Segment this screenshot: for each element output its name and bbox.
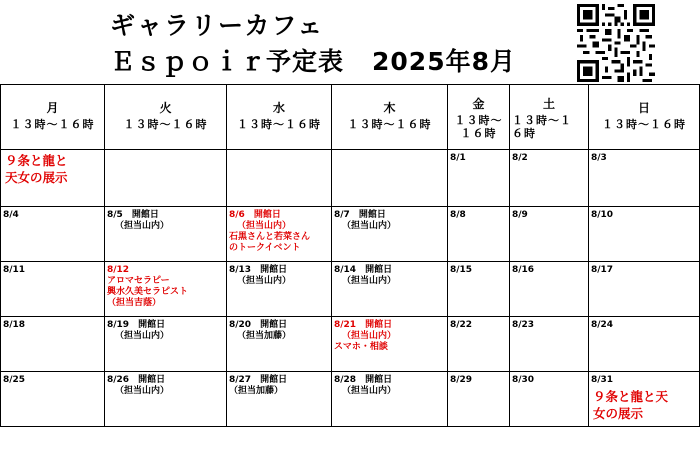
staff-note: （担当山内） bbox=[115, 331, 170, 341]
date-label: 8/8 bbox=[450, 210, 466, 220]
weekday-hours: ６時 bbox=[512, 127, 536, 140]
schedule-title bbox=[110, 42, 516, 78]
date-label: 8/3 bbox=[591, 153, 607, 163]
status-label: 開館日 bbox=[365, 320, 393, 330]
week-row bbox=[1, 262, 700, 317]
day-cell bbox=[510, 150, 589, 207]
status-label: 開館日 bbox=[365, 265, 393, 275]
date-label: 8/4 bbox=[3, 210, 19, 220]
event-text: アロマセラピー bbox=[107, 276, 170, 286]
staff-note: （担当山内） bbox=[115, 386, 170, 396]
event-text: 興水久美セラピスト bbox=[107, 287, 189, 297]
day-cell bbox=[1, 262, 105, 317]
date-label: 8/5 bbox=[107, 210, 123, 220]
date-label: 8/31 bbox=[591, 375, 614, 385]
day-cell bbox=[448, 372, 510, 427]
day-cell bbox=[589, 317, 700, 372]
weekday-hours: １３時～ bbox=[454, 114, 503, 127]
event-text: 女の展示 bbox=[593, 406, 644, 421]
day-cell bbox=[589, 207, 700, 262]
day-cell bbox=[105, 262, 227, 317]
day-cell bbox=[332, 207, 448, 262]
date-label: 8/30 bbox=[512, 375, 535, 385]
day-cell bbox=[332, 150, 448, 207]
date-label: 8/19 bbox=[107, 320, 130, 330]
date-label: 8/26 bbox=[107, 375, 130, 385]
event-text: スマホ・相談 bbox=[334, 342, 388, 352]
schedule-month: 2025年8月 bbox=[372, 47, 516, 76]
day-cell bbox=[510, 207, 589, 262]
day-cell bbox=[105, 150, 227, 207]
weekday-header-mon bbox=[1, 85, 105, 150]
date-label: 8/13 bbox=[229, 265, 252, 275]
weekday-header-sat bbox=[510, 85, 589, 150]
day-cell bbox=[589, 150, 700, 207]
status-label: 開館日 bbox=[253, 210, 281, 220]
schedule-name: Ｅｓｐｏｉｒ予定表 bbox=[110, 47, 345, 76]
date-label: 8/9 bbox=[512, 210, 528, 220]
day-cell bbox=[227, 372, 332, 427]
event-text: ９条と龍と天 bbox=[593, 389, 669, 404]
weekday-hours: １３時～１６時 bbox=[602, 118, 686, 131]
status-label: 開館日 bbox=[260, 375, 288, 385]
weekday-header-row bbox=[1, 85, 700, 150]
date-label: 8/12 bbox=[107, 265, 130, 275]
weekday-name: 日 bbox=[637, 101, 650, 115]
monthly-schedule-table bbox=[0, 84, 700, 427]
staff-note: （担当山内） bbox=[237, 276, 292, 286]
date-label: 8/6 bbox=[229, 210, 245, 220]
weekday-hours: １３時～１６時 bbox=[347, 118, 432, 131]
exhibition-note bbox=[1, 150, 104, 186]
weekday-hours: １３時～１ bbox=[512, 114, 572, 127]
day-cell bbox=[510, 317, 589, 372]
status-label: 開館日 bbox=[358, 210, 386, 220]
date-label: 8/22 bbox=[450, 320, 473, 330]
weekday-hours: １６時 bbox=[460, 127, 497, 140]
day-cell bbox=[105, 372, 227, 427]
staff-note: （担当山内） bbox=[342, 331, 397, 341]
staff-note: （担当山内） bbox=[342, 386, 397, 396]
week-row bbox=[1, 317, 700, 372]
staff-note: （担当山内） bbox=[115, 221, 170, 231]
event-text: のトークイベント bbox=[229, 243, 301, 253]
day-cell bbox=[448, 317, 510, 372]
weekday-name: 月 bbox=[46, 101, 59, 115]
date-label: 8/15 bbox=[450, 265, 473, 275]
staff-note: （担当加藤） bbox=[237, 331, 292, 341]
weekday-name: 木 bbox=[383, 101, 396, 115]
weekday-hours: １３時～１６時 bbox=[237, 118, 321, 131]
weekday-header-thu bbox=[332, 85, 448, 150]
date-label: 8/14 bbox=[334, 265, 357, 275]
date-label: 8/20 bbox=[229, 320, 252, 330]
day-cell bbox=[510, 372, 589, 427]
day-cell bbox=[332, 317, 448, 372]
day-cell bbox=[589, 262, 700, 317]
date-label: 8/7 bbox=[334, 210, 350, 220]
date-label: 8/23 bbox=[512, 320, 535, 330]
day-cell bbox=[105, 207, 227, 262]
day-cell bbox=[332, 372, 448, 427]
day-cell bbox=[448, 262, 510, 317]
date-label: 8/18 bbox=[3, 320, 26, 330]
weekday-name: 火 bbox=[159, 101, 172, 115]
weekday-name: 土 bbox=[542, 97, 555, 111]
event-text: 石黒さんと若菜さん bbox=[229, 232, 311, 242]
status-label: 開館日 bbox=[131, 210, 159, 220]
date-label: 8/21 bbox=[334, 320, 357, 330]
schedule-header bbox=[0, 0, 700, 84]
status-label: 開館日 bbox=[138, 320, 166, 330]
day-cell bbox=[227, 207, 332, 262]
event-text: ９条と龍と bbox=[5, 153, 68, 168]
week-row bbox=[1, 372, 700, 427]
weekday-hours: １３時～１６時 bbox=[10, 118, 95, 131]
date-label: 8/2 bbox=[512, 153, 528, 163]
weekday-header-fri bbox=[448, 85, 510, 150]
status-label: 開館日 bbox=[260, 265, 288, 275]
weekday-header-tue bbox=[105, 85, 227, 150]
date-label: 8/27 bbox=[229, 375, 252, 385]
qr-code-icon bbox=[577, 4, 655, 82]
day-cell bbox=[227, 262, 332, 317]
venue-title: ギャラリーカフェ bbox=[110, 11, 325, 40]
date-label: 8/29 bbox=[450, 375, 473, 385]
status-label: 開館日 bbox=[365, 375, 393, 385]
day-cell bbox=[227, 150, 332, 207]
staff-note: （担当吉蔭） bbox=[107, 298, 162, 308]
exhibition-note bbox=[589, 386, 699, 422]
staff-note: （担当山内） bbox=[342, 221, 397, 231]
date-label: 8/1 bbox=[450, 153, 466, 163]
day-cell bbox=[510, 262, 589, 317]
status-label: 開館日 bbox=[260, 320, 288, 330]
staff-note: （担当加藤） bbox=[229, 386, 284, 396]
week-row bbox=[1, 207, 700, 262]
day-cell bbox=[448, 150, 510, 207]
staff-note: （担当山内） bbox=[237, 221, 292, 231]
day-cell bbox=[332, 262, 448, 317]
day-cell bbox=[227, 317, 332, 372]
weekday-header-sun bbox=[589, 85, 700, 150]
day-cell bbox=[448, 207, 510, 262]
date-label: 8/10 bbox=[591, 210, 614, 220]
staff-note: （担当山内） bbox=[342, 276, 397, 286]
date-label: 8/25 bbox=[3, 375, 26, 385]
weekday-name: 金 bbox=[472, 97, 485, 111]
date-label: 8/24 bbox=[591, 320, 614, 330]
day-cell bbox=[1, 207, 105, 262]
weekday-name: 水 bbox=[272, 101, 285, 115]
weekday-header-wed bbox=[227, 85, 332, 150]
date-label: 8/28 bbox=[334, 375, 357, 385]
day-cell bbox=[1, 372, 105, 427]
date-label: 8/16 bbox=[512, 265, 535, 275]
weekday-hours: １３時～１６時 bbox=[123, 118, 208, 131]
event-text: 天女の展示 bbox=[5, 170, 68, 185]
day-cell bbox=[589, 372, 700, 427]
day-cell bbox=[1, 150, 105, 207]
day-cell bbox=[1, 317, 105, 372]
week-row bbox=[1, 150, 700, 207]
date-label: 8/11 bbox=[3, 265, 26, 275]
status-label: 開館日 bbox=[138, 375, 166, 385]
date-label: 8/17 bbox=[591, 265, 614, 275]
day-cell bbox=[105, 317, 227, 372]
